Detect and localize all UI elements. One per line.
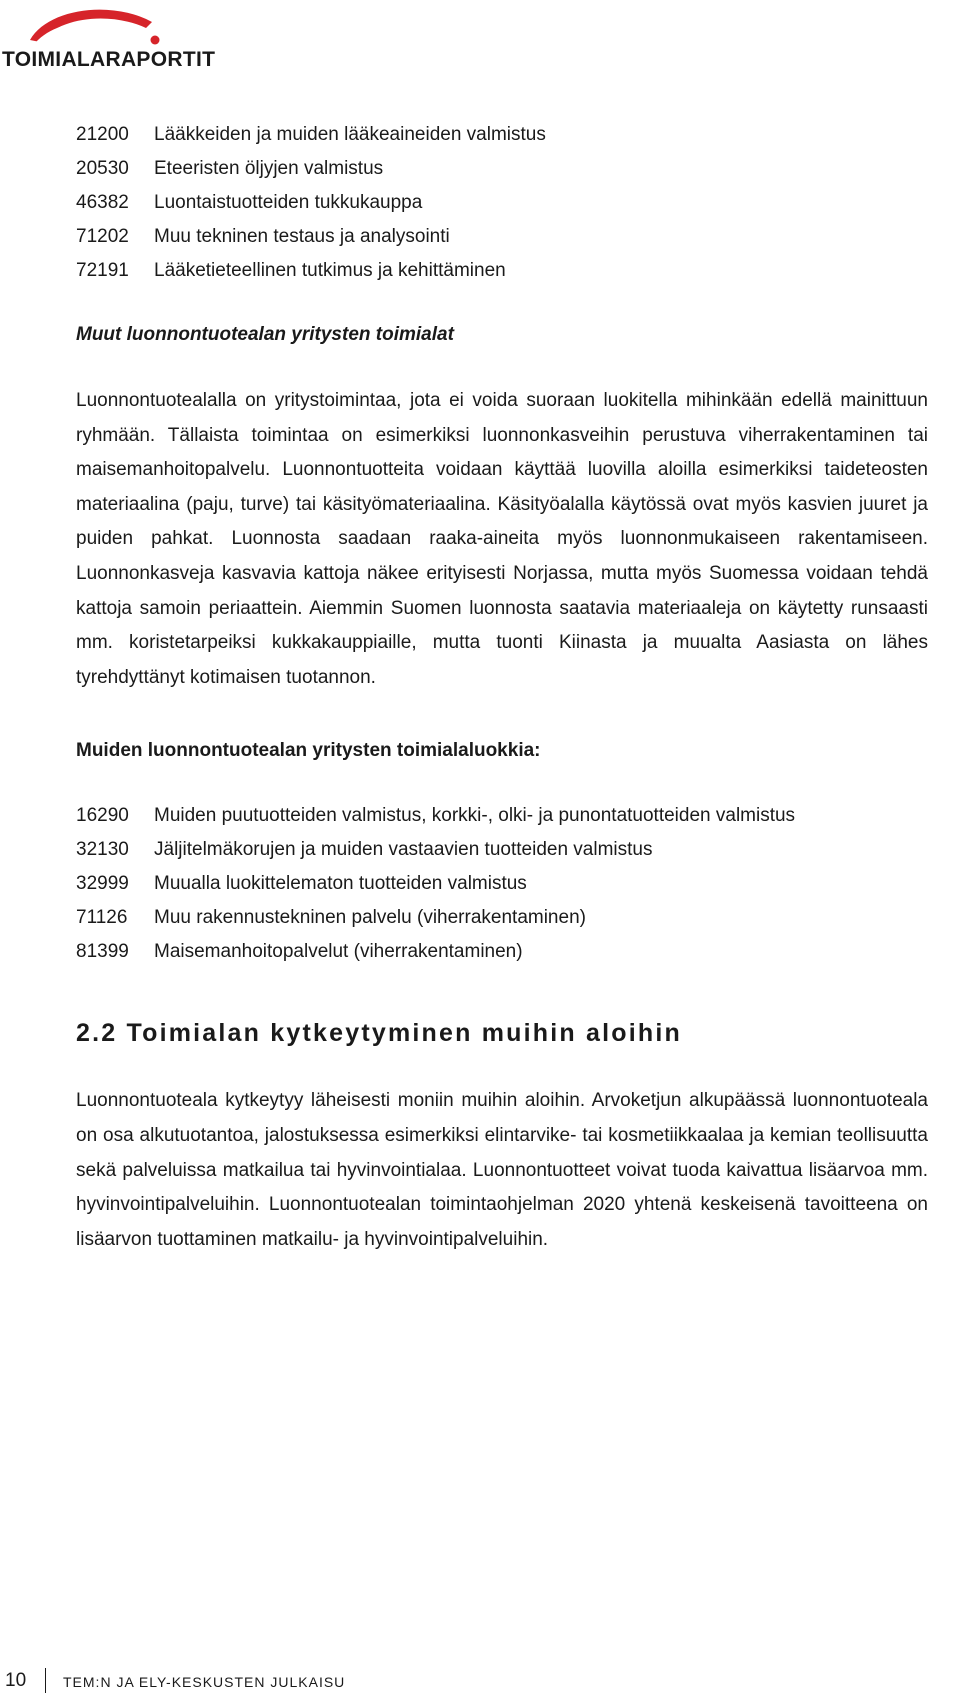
industry-code: 32999: [76, 873, 129, 895]
industry-label: Lääkkeiden ja muiden lääkeaineiden valmistus: [154, 124, 546, 145]
industry-code: 72191: [76, 260, 129, 281]
industry-code: 81399: [76, 941, 129, 963]
industry-label: Luontaistuotteiden tukkukauppa: [154, 192, 423, 213]
industry-code: 32130: [76, 839, 129, 861]
toimialaraportit-logo: [0, 0, 216, 80]
industry-label: Muu rakennustekninen palvelu (viherrakentaminen): [154, 907, 586, 929]
industry-code: 71126: [76, 907, 128, 929]
list-item: [76, 186, 928, 220]
list-item: [76, 901, 928, 935]
page-footer: [0, 1668, 960, 1693]
list-heading: Muiden luonnontuotealan yritysten toimialaluokkia:: [76, 740, 541, 762]
industry-label: Jäljitelmäkorujen ja muiden vastaavien tuotteiden valmistus: [154, 839, 653, 861]
industry-code: 71202: [76, 226, 129, 247]
industry-code: 20530: [76, 158, 129, 179]
industry-code-list-1: [76, 118, 928, 288]
list-item: [76, 867, 928, 901]
subsection-heading: Muut luonnontuotealan yritysten toimialat: [76, 324, 454, 345]
industry-code: 21200: [76, 124, 129, 145]
industry-label: Muiden puutuotteiden valmistus, korkki-, olki- ja punontatuotteiden valmistus: [154, 805, 796, 827]
body-paragraph-1: Luonnontuotealalla on yritystoimintaa, jota ei voida suoraan luokitella mihinkään edellä mainittuun ryhmään. Tällaista toimintaa on esimerkiksi luonnonkasveihin perustuva viherrakentaminen tai maisemanhoitopalvelu. Luonnontuotteita voidaan käyttää luovilla aloilla esimerkiksi taideteosten materiaalina (paju, turve) tai käsityömateriaalina. Käsityöalalla käytössä ovat myös kasvien juuret ja puiden pahkat. Luonnosta saadaan raaka-aineita myös luonnonmukaiseen rakentamiseen. Luonnonkasveja kasvavia kattoja näkee erityisesti Norjassa, mutta myös Suomessa voidaan tehdä kattoja samoin periaattein. Aiemmin Suomen luonnosta saatavia materiaaleja on käytetty runsaasti mm. koristetarpeiksi kukkakauppiaille, mutta tuonti Kiinasta ja muualta Aasiasta on lähes tyrehdyttänyt kotimaisen tuotannon.: [76, 390, 928, 688]
list-item: [76, 799, 928, 833]
page-number: 10: [5, 1670, 27, 1691]
industry-label: Maisemanhoitopalvelut (viherrakentaminen): [154, 941, 523, 963]
list-item: [76, 833, 928, 867]
list-item: [76, 118, 928, 152]
publication-name: TEM:N JA ELY-KESKUSTEN JULKAISU: [63, 1674, 346, 1690]
industry-code: 16290: [76, 805, 129, 827]
industry-code: 46382: [76, 192, 129, 213]
list-item: [76, 152, 928, 186]
industry-label: Muualla luokittelematon tuotteiden valmistus: [154, 873, 527, 895]
industry-label: Muu tekninen testaus ja analysointi: [154, 226, 450, 247]
footer-divider: [45, 1668, 46, 1693]
industry-code-list-2: [76, 799, 928, 969]
page-content: [76, 118, 928, 1257]
list-item: [76, 220, 928, 254]
industry-label: Eteeristen öljyjen valmistus: [154, 158, 384, 179]
body-paragraph-2: Luonnontuoteala kytkeytyy läheisesti moniin muihin aloihin. Arvoketjun alkupäässä luonnontuoteala on osa alkutuotantoa, jalostuksessa esimerkiksi elintarvike- tai kosmetiikkaalaa ja kemian teollisuutta sekä palveluissa matkailua tai hyvinvointialaa. Luonnontuotteet voivat tuoda kaivattua lisäarvoa mm. hyvinvointipalveluihin. Luonnontuotealan toimintaohjelman 2020 yhtenä keskeisenä tavoitteena on lisäarvon tuottaminen matkailu- ja hyvinvointipalveluihin.: [76, 1090, 928, 1250]
logo-text: TOIMIALARAPORTIT: [2, 48, 216, 71]
list-item: [76, 935, 928, 969]
industry-label: Lääketieteellinen tutkimus ja kehittäminen: [154, 260, 506, 281]
list-item: [76, 254, 928, 288]
section-title: 2.2 Toimialan kytkeytyminen muihin aloihin: [76, 1019, 682, 1048]
